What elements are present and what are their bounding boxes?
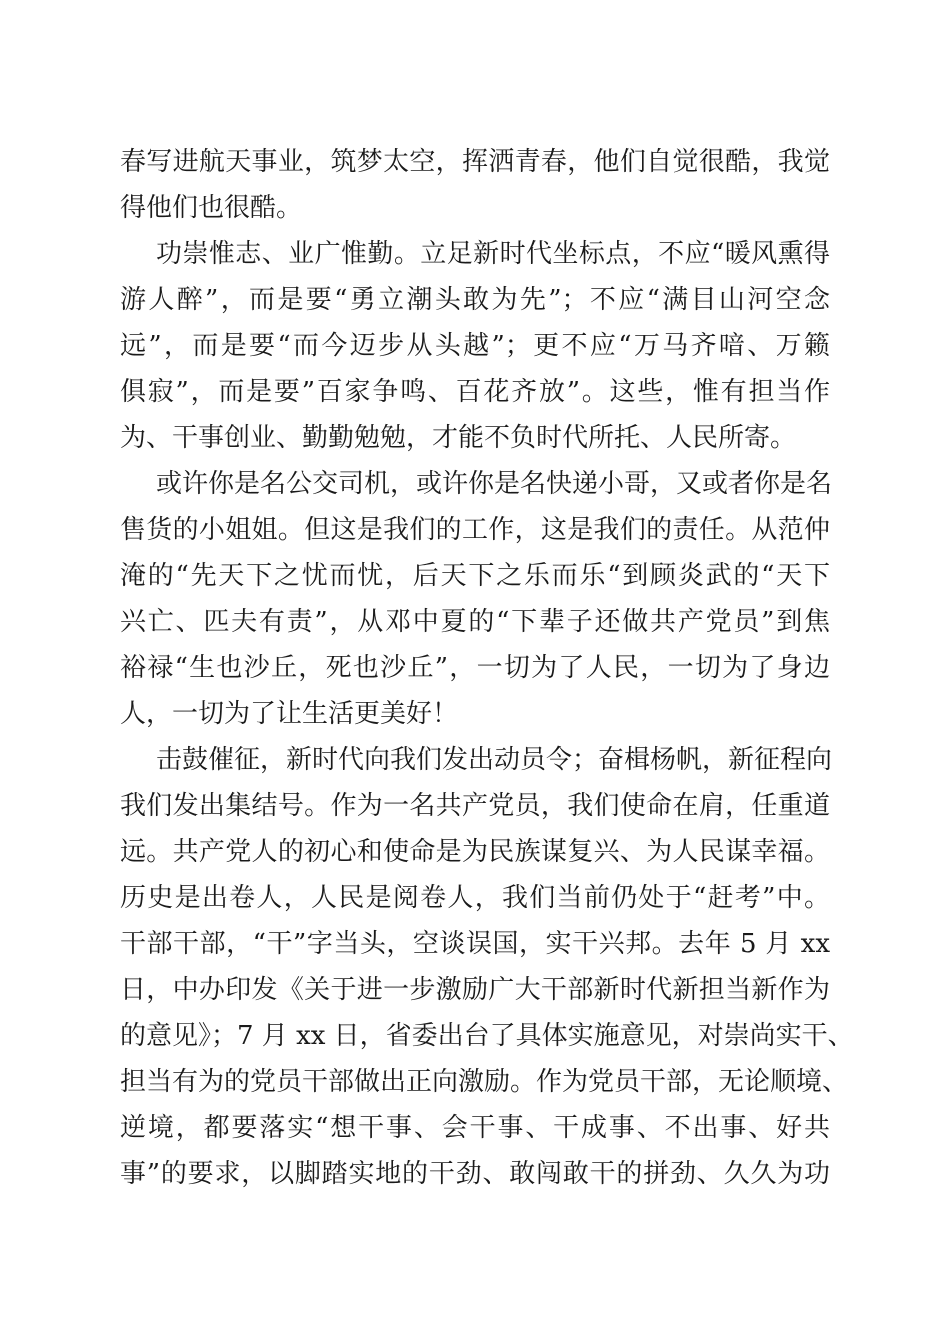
text-line: 得他们也很酷。 <box>120 193 303 223</box>
text-line: 裕禄“生也沙丘，死也沙丘”，一切为了人民，一切为了身边 <box>120 653 830 683</box>
text-line: 为、干事创业、勤勤勉勉，才能不负时代所托、人民所寄。 <box>120 423 797 453</box>
text-line: 担当有为的党员干部做出正向激励。作为党员干部，无论顺境、 <box>120 1067 849 1097</box>
text-line: 春写进航天事业，筑梦太空，挥洒青春，他们自觉很酷，我觉 <box>120 147 830 177</box>
text-line: 的意见》；7 月 xx 日，省委出台了具体实施意见，对崇尚实干、 <box>120 1021 854 1051</box>
text-line: 俱寂”，而是要”百家争鸣、百花齐放”。这些，惟有担当作 <box>120 377 830 407</box>
text-line: 淹的“先天下之忧而忧，后天下之乐而乐“到顾炎武的“天下 <box>120 561 830 591</box>
text-line: 远。共产党人的初心和使命是为民族谋复兴、为人民谋幸福。 <box>120 837 830 867</box>
text-line: 逆境，都要落实“想干事、会干事、干成事、不出事、好共 <box>120 1113 830 1143</box>
text-line: 历史是出卷人，人民是阅卷人，我们当前仍处于“赶考”中。 <box>120 883 830 913</box>
text-line: 干部干部，“干”字当头，空谈误国，实干兴邦。去年 5 月 xx <box>120 929 830 959</box>
text-line: 事”的要求，以脚踏实地的干劲、敢闯敢干的拼劲、久久为功 <box>120 1159 830 1189</box>
text-line: 日，中办印发《关于进一步激励广大干部新时代新担当新作为 <box>120 975 830 1005</box>
paragraph-start-line: 功崇惟志、业广惟勤。立足新时代坐标点，不应“暖风熏得 <box>156 239 830 269</box>
text-line: 远”，而是要“而今迈步从头越”；更不应“万马齐喑、万籁 <box>120 331 830 361</box>
text-line: 兴亡、匹夫有责”，从邓中夏的“下辈子还做共产党员”到焦 <box>120 607 830 637</box>
paragraph-start-line: 或许你是名公交司机，或许你是名快递小哥，又或者你是名 <box>156 469 833 499</box>
text-line: 我们发出集结号。作为一名共产党员，我们使命在肩，任重道 <box>120 791 830 821</box>
text-line: 人，一切为了让生活更美好！ <box>120 699 459 729</box>
text-line: 游人醉”，而是要“勇立潮头敢为先”；不应“满目山河空念 <box>120 285 830 315</box>
paragraph-start-line: 击鼓催征，新时代向我们发出动员令；奋楫杨帆，新征程向 <box>156 745 833 775</box>
text-line: 售货的小姐姐。但这是我们的工作，这是我们的责任。从范仲 <box>120 515 830 545</box>
